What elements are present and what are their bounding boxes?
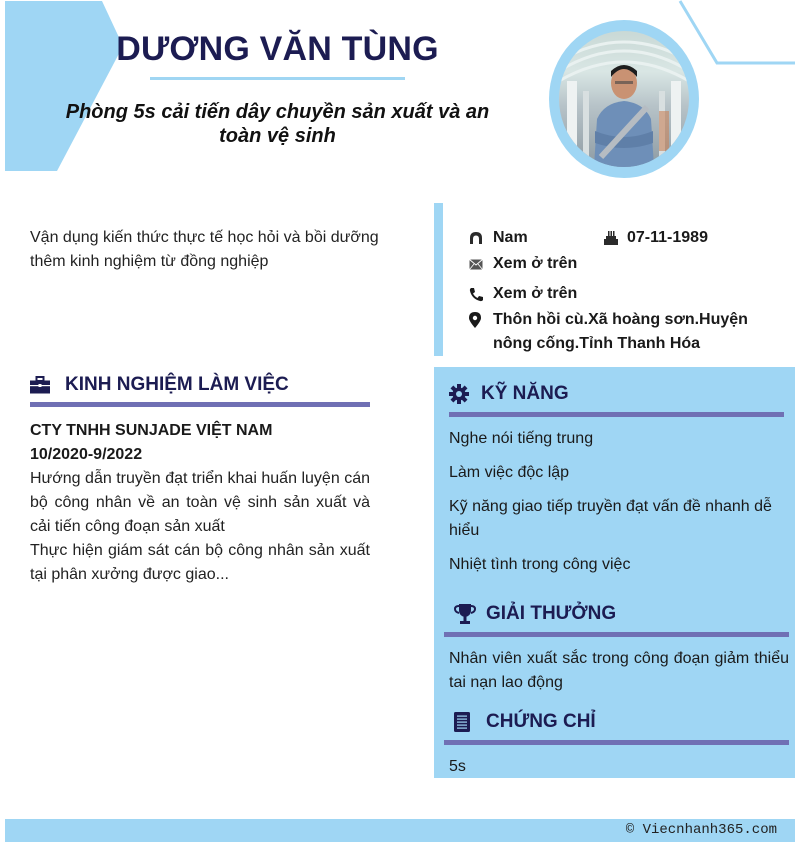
certificates-heading-label: CHỨNG CHỈ	[486, 711, 596, 732]
career-objective: Vận dụng kiến thức thực tế học hỏi và bồi dưỡng thêm kinh nghiệm từ đồng nghiệp	[30, 229, 379, 270]
certificate-item: 5s	[449, 758, 466, 775]
skills-section	[449, 382, 784, 417]
contact-gender	[469, 226, 528, 250]
experience-heading	[30, 372, 370, 398]
certificates-section	[444, 710, 789, 745]
experience-heading-rule	[30, 402, 370, 407]
contact-email	[469, 252, 577, 276]
birthday-value: 07-11-1989	[627, 229, 708, 246]
experience-description-line: Hướng dẫn truyền đạt triển khai huấn luyện cán bộ công nhân về an toàn vệ sinh sản xuất và cải tiến công đoạn sản xuất	[30, 470, 370, 535]
experience-description-line: Thực hiện giám sát cán bộ công nhân sản xuất tại phân xưởng được giao...	[30, 542, 370, 583]
map-pin-icon	[469, 308, 493, 332]
skill-item: Nhiệt tình trong công việc	[449, 556, 631, 573]
awards-heading-label: GIẢI THƯỞNG	[486, 603, 617, 624]
awards-heading-rule	[444, 632, 789, 637]
experience-heading-label: KINH NGHIỆM LÀM VIỆC	[65, 374, 289, 395]
header-decoration-line	[670, 0, 800, 70]
experience-company: CTY TNHH SUNJADE VIỆT NAM	[30, 422, 273, 439]
skill-item: Nghe nói tiếng trung	[449, 430, 594, 447]
email-value: Xem ở trên	[493, 255, 578, 272]
document-icon	[454, 712, 486, 732]
experience-item	[30, 419, 370, 587]
contact-address	[469, 308, 769, 356]
skill-item: Kỹ năng giao tiếp truyền đạt vấn đề nhanh dễ hiểu	[449, 498, 772, 539]
footer-copyright	[5, 819, 795, 842]
gear-icon	[449, 384, 481, 404]
copyright-text: © Viecnhanh365.com	[625, 822, 777, 838]
gender-value: Nam	[493, 229, 528, 246]
phone-icon	[469, 282, 493, 306]
skills-heading	[449, 382, 784, 406]
phone-value: Xem ở trên	[493, 285, 578, 302]
certificates-heading	[444, 710, 789, 734]
award-item: Nhân viên xuất sắc trong công đoạn giảm thiểu tai nạn lao động	[449, 650, 789, 691]
avatar	[559, 31, 689, 167]
header-decoration-shape	[0, 0, 130, 175]
skill-item: Làm việc độc lập	[449, 464, 570, 481]
awards-section	[444, 602, 789, 637]
skills-heading-rule	[449, 412, 784, 417]
person-icon	[469, 226, 493, 250]
profile-photo-icon	[559, 31, 689, 167]
name-underline	[150, 77, 405, 80]
contact-phone	[469, 282, 577, 306]
experience-period: 10/2020-9/2022	[30, 446, 143, 463]
awards-heading	[444, 602, 789, 626]
skills-heading-label: KỸ NĂNG	[481, 383, 569, 404]
briefcase-icon	[30, 376, 65, 394]
trophy-icon	[454, 603, 486, 625]
birthday-cake-icon	[603, 226, 627, 250]
contact-birthday	[603, 226, 708, 250]
experience-section	[30, 372, 370, 587]
certificates-heading-rule	[444, 740, 789, 745]
candidate-name: DƯƠNG VĂN TÙNG	[116, 30, 439, 68]
job-title: Phòng 5s cải tiến dây chuyền sản xuất và an toàn vệ sinh	[65, 101, 490, 147]
contact-accent-bar	[434, 203, 443, 356]
address-value: Thôn hồi cù.Xã hoàng sơn.Huyện nông cống.Tỉnh Thanh Hóa	[493, 311, 748, 352]
envelope-icon	[469, 252, 493, 276]
